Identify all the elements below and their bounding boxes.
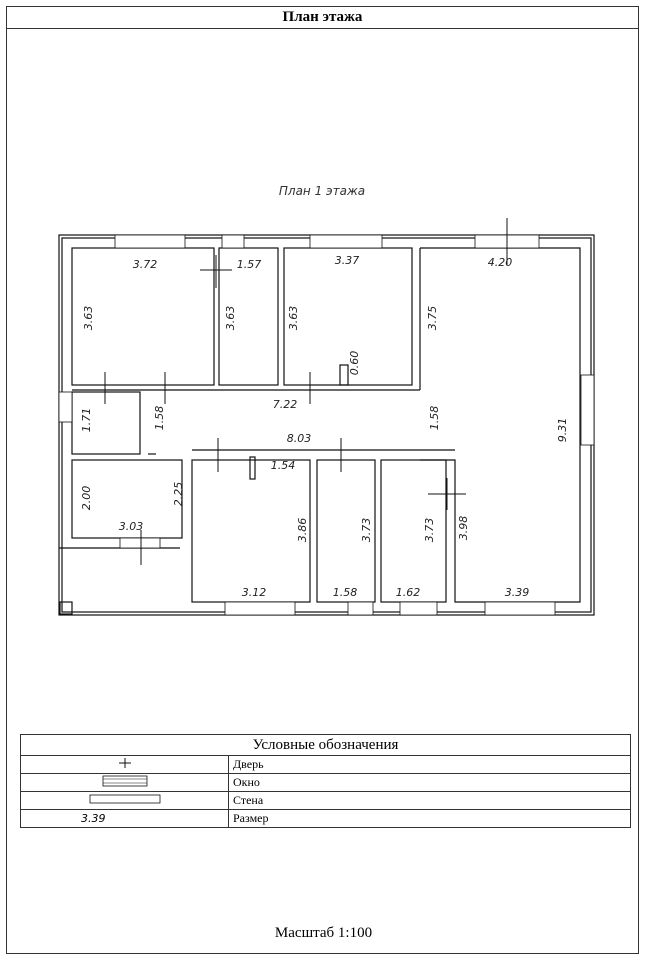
dim-hall-height: 1.71 <box>80 407 93 433</box>
legend-label: Размер <box>229 810 631 828</box>
dim-lower-width: 8.03 <box>286 432 312 445</box>
dim-corridor-width-left: 1.58 <box>153 405 166 431</box>
dim-room9-width: 3.39 <box>504 586 530 599</box>
window-5 <box>581 375 594 445</box>
interior-walls <box>72 248 580 602</box>
dim-hall-height-2: 2.25 <box>172 481 185 507</box>
dim-room6-height: 3.86 <box>296 517 309 543</box>
door-symbol-icon <box>21 756 229 774</box>
window-7 <box>225 602 295 615</box>
legend-label: Дверь <box>229 756 631 774</box>
dim-room7-width: 1.58 <box>332 586 358 599</box>
dim-room6-width: 3.12 <box>241 586 267 599</box>
dim-niche-width: 1.54 <box>270 459 296 472</box>
windows <box>59 235 594 615</box>
dim-room2-width: 1.57 <box>236 258 262 271</box>
window-symbol-icon <box>21 774 229 792</box>
window-10 <box>485 602 555 615</box>
legend-label: Окно <box>229 774 631 792</box>
window-1 <box>115 235 185 248</box>
dim-closet-width: 0.60 <box>348 350 361 376</box>
page-title: План этажа <box>6 6 639 29</box>
window-8 <box>348 602 373 615</box>
dim-room7-height: 3.73 <box>360 517 373 543</box>
legend-table <box>20 734 631 828</box>
window-2 <box>222 235 244 248</box>
dimension-symbol: 3.39 <box>21 810 229 828</box>
dim-room1-height: 3.63 <box>82 305 95 331</box>
closet <box>340 365 348 385</box>
dim-room4-width: 4.20 <box>487 256 513 269</box>
legend-row <box>21 774 631 792</box>
outer-walls <box>59 235 594 615</box>
dim-corridor-width-center: 1.58 <box>428 405 441 431</box>
legend-row <box>21 792 631 810</box>
room-6 <box>192 460 310 602</box>
legend-label: Стена <box>229 792 631 810</box>
scale-label: Масштаб 1:100 <box>274 925 373 941</box>
window-3 <box>310 235 382 248</box>
window-11 <box>120 538 160 548</box>
dim-room1-width: 3.72 <box>132 258 158 271</box>
dim-room5-height: 2.00 <box>80 485 93 511</box>
window-9 <box>400 602 437 615</box>
dim-room3-width: 3.37 <box>334 254 360 267</box>
dim-total-height: 9.31 <box>556 417 569 443</box>
plan-title: План 1 этажа <box>278 184 366 198</box>
dim-room8-height: 3.73 <box>423 517 436 543</box>
window-6 <box>59 392 72 422</box>
legend-row <box>21 810 631 828</box>
dim-corridor-length: 7.22 <box>272 398 298 411</box>
dim-room5-width: 3.03 <box>118 520 144 533</box>
room-8 <box>381 460 446 602</box>
wall-symbol-icon <box>21 792 229 810</box>
doors <box>105 218 507 565</box>
dim-room4-height: 3.75 <box>426 305 439 331</box>
legend-row <box>21 756 631 774</box>
dim-room3-height: 3.63 <box>287 305 300 331</box>
dim-room2-height: 3.63 <box>224 305 237 331</box>
dim-room8-width: 1.62 <box>395 586 421 599</box>
dim-room9-height: 3.98 <box>457 515 470 541</box>
legend-header: Условные обозначения <box>21 735 631 756</box>
